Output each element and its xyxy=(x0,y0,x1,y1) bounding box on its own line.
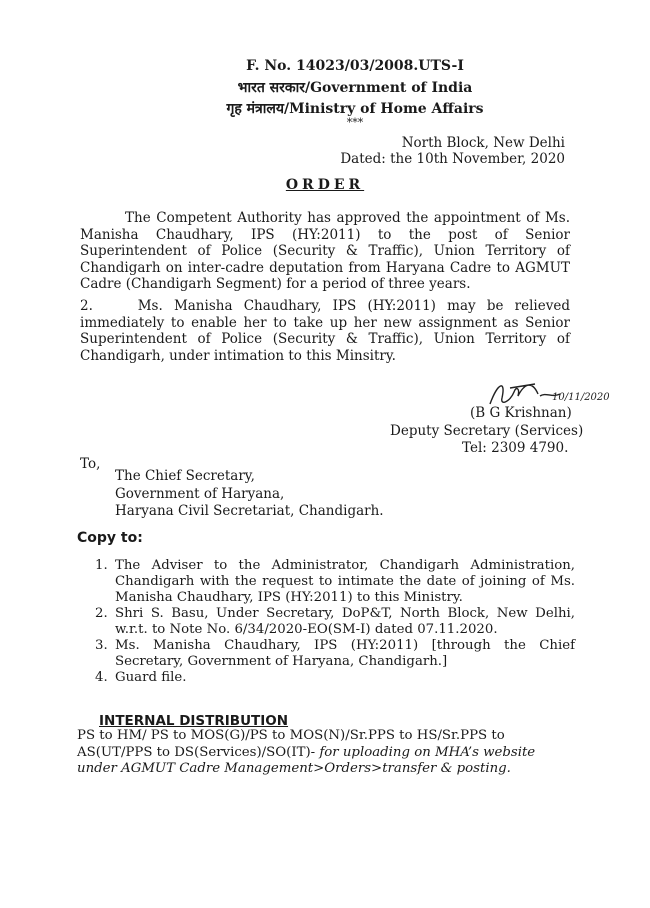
addressee-block xyxy=(115,468,384,521)
svg-text:10/11/2020: 10/11/2020 xyxy=(552,392,610,403)
list-item-number: 4. xyxy=(95,670,108,685)
place-line: North Block, New Delhi xyxy=(401,135,565,151)
list-item xyxy=(95,638,575,670)
ministry-line: गृह मंत्रालय/Ministry of Home Affairs xyxy=(226,101,484,117)
list-item xyxy=(95,606,575,638)
list-item-text: Shri S. Basu, Under Secretary, DoP&T, North Block, New Delhi, w.r.t. to Note No. 6/34/2020-EO(SM-I) dated 07.11.2020. xyxy=(115,606,575,637)
signatory-designation: Deputy Secretary (Services) xyxy=(390,423,584,439)
list-item-text: The Adviser to the Administrator, Chandigarh Administration, Chandigarh with the request to intimate the date of joining of Ms. Manisha Chaudhary, IPS (HY:2011) to this Ministry. xyxy=(115,558,575,605)
copy-to-list xyxy=(95,558,575,686)
addressee-line: Haryana Civil Secretariat, Chandigarh. xyxy=(115,503,384,519)
addressee-line: Government of Haryana, xyxy=(115,485,285,502)
government-line: भारत सरकार/Government of India xyxy=(237,80,473,96)
paragraph-1: The Competent Authority has approved the appointment of Ms. Manisha Chaudhary, IPS (HY:2011) to the post of Senior Superintendent of Police (Security & Traffic), Union Territory of Chandigarh on inter-cadre deputation from Haryana Cadre to AGMUT Cadre (Chandigarh Segment) for a period of three years. xyxy=(80,210,570,292)
list-item-number: 1. xyxy=(95,558,108,573)
list-item-number: 2. xyxy=(95,606,108,621)
internal-distribution-title: INTERNAL DISTRIBUTION xyxy=(99,713,289,729)
copy-to-label: Copy to: xyxy=(77,530,143,546)
distribution-list: PS to HM/ PS to MOS(G)/PS to MOS(N)/Sr.PPS to HS/Sr.PPS to AS(UT/PPS to DS(Services)/SO(IT)- xyxy=(77,728,505,760)
signatory-name: (B G Krishnan) xyxy=(470,405,572,421)
date-line: Dated: the 10th November, 2020 xyxy=(340,151,565,167)
internal-distribution-body xyxy=(77,728,577,778)
signatory-tel: Tel: 2309 4790. xyxy=(462,440,569,456)
to-label: To, xyxy=(80,456,101,472)
file-number: F. No. 14023/03/2008.UTS-I xyxy=(246,58,464,74)
list-item xyxy=(95,670,575,686)
header-stars: *** xyxy=(346,116,364,129)
list-item xyxy=(95,558,575,606)
addressee-line: The Chief Secretary, xyxy=(115,468,255,484)
list-item-number: 3. xyxy=(95,638,108,653)
order-title: ORDER xyxy=(285,177,365,193)
paragraph-2: 2. Ms. Manisha Chaudhary, IPS (HY:2011) may be relieved immediately to enable her to take up her new assignment as Senior Superintendent of Police (Security & Traffic), Union Territory of Chandigarh, under intimation to this Minsitry. xyxy=(80,298,575,364)
list-item-text: Guard file. xyxy=(115,670,187,685)
distribution-purpose: for uploading on MHA’s website under AGMUT Cadre Management>Orders>transfer & posting. xyxy=(77,744,536,776)
list-item-text: Ms. Manisha Chaudhary, IPS (HY:2011) [through the Chief Secretary, Government of Haryana, Chandigarh.] xyxy=(115,638,575,669)
